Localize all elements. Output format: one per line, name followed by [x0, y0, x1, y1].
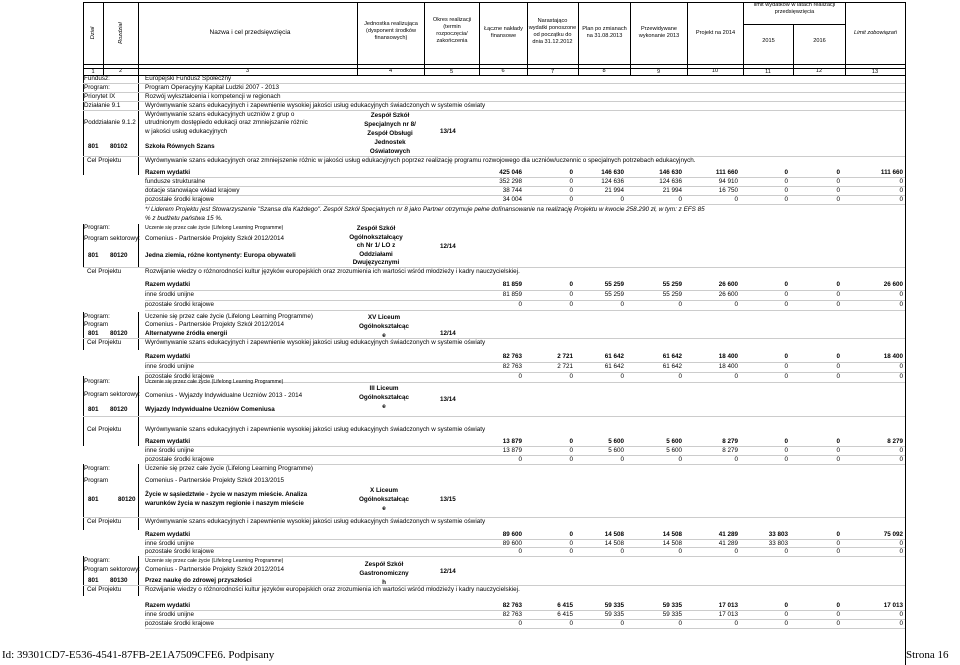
amount-cell: 0 — [784, 620, 788, 627]
value-cel-6: Rozwijanie wiedzy o różnorodności kultur języków europejskich oraz zrozumienia ich wartości wśród młodzieży i kadry nauczycielskiej. — [145, 586, 520, 593]
amount-row-label: fundusze strukturalne — [145, 178, 206, 185]
dzial-6: 801 — [88, 577, 99, 584]
jednostka-1: Zespół Szkół Specjalnych nr 8/ Zespół Obsługi Jednostek Oświatowych — [364, 112, 416, 155]
amount-cell: 0 — [836, 620, 840, 627]
amount-cell: 26 600 — [718, 291, 738, 298]
amount-cell: 5 600 — [666, 438, 682, 445]
label-program-sektorowy: Program — [84, 477, 109, 484]
amount-cell: 0 — [569, 438, 573, 445]
amount-cell: 59 335 — [662, 611, 682, 618]
amount-cell: 0 — [678, 456, 682, 463]
amount-cell: 82 763 — [502, 363, 522, 370]
value-program: Uczenie się przez całe życie (Lifelong Learning Programme) — [145, 313, 313, 320]
value-program-sektorowy: Comenius - Partnerskie Projekty Szkół 2012/2014 — [145, 566, 284, 573]
amount-cell: 0 — [569, 548, 573, 555]
amount-cell: 61 642 — [662, 363, 682, 370]
amount-cell: 0 — [899, 373, 903, 380]
value-cel-4: Wyrównywanie szans edukacyjnych i zapewnienie wysokiej jakości usług edukacyjnych świadczonych w systemie oświaty — [145, 426, 486, 433]
value-program-sektorowy: Comenius - Partnerskie Projekty Szkół 2013/2015 — [145, 477, 284, 484]
col-rozdzial: Rozdział — [118, 22, 124, 44]
amount-cell: 82 763 — [502, 611, 522, 618]
jednostka-4: III Liceum Ogólnokształcąc e — [358, 385, 410, 410]
amount-cell: 13 879 — [502, 447, 522, 454]
okres-6: 12/14 — [440, 568, 456, 575]
amount-cell: 0 — [784, 363, 788, 370]
value-program-sektorowy: Comenius - Partnerskie Projekty Szkół 2012/2014 — [145, 321, 284, 328]
col-nazwa: Nazwa i cel przedsięwzięcia — [209, 29, 291, 36]
amount-cell: 38 744 — [502, 187, 522, 194]
okres-3: 12/14 — [440, 330, 456, 337]
nazwa-6: Przez naukę do zdrowej przyszłości — [145, 577, 252, 584]
amount-cell: 6 415 — [557, 602, 573, 609]
amount-cell: 0 — [899, 539, 903, 547]
value-cel-2: Rozwijanie wiedzy o różnorodności kultur języków europejskich oraz zrozumienia ich wartości wśród młodzieży i kadry nauczycielskiej. — [145, 268, 520, 275]
label-cel-1: Cel Projektu — [87, 157, 122, 164]
amount-cell: 33 803 — [768, 539, 788, 547]
jednostka-2: Zespół Szkół Ogólnokształcący ch Nr 1/ LO z Oddziałami Dwujęzycznymi — [349, 225, 403, 266]
amount-cell: 0 — [836, 363, 840, 370]
amount-row-label: pozostałe środki krajowe — [145, 373, 214, 380]
amount-cell: 0 — [899, 363, 903, 370]
amount-cell: 0 — [899, 611, 903, 618]
amount-row-label: inne środki unijne — [145, 291, 195, 298]
amount-cell: 5 600 — [666, 447, 682, 454]
amount-cell: 0 — [518, 456, 522, 463]
col-limit-group: limit wydatków w latach realizacji przedsięwzięcia — [753, 2, 836, 15]
amount-cell: 0 — [569, 456, 573, 463]
amount-cell: 5 600 — [608, 438, 624, 445]
dzial-2: 801 — [88, 252, 99, 259]
amount-cell: 0 — [836, 196, 840, 203]
amount-cell: 89 600 — [502, 539, 522, 547]
amount-cell: 0 — [518, 620, 522, 627]
amount-cell: 0 — [836, 187, 840, 194]
amount-cell: 61 642 — [604, 363, 624, 370]
amount-cell: 124 636 — [601, 178, 624, 185]
amount-cell: 6 415 — [557, 611, 573, 618]
amount-cell: 26 600 — [883, 281, 903, 288]
note-1: */ Liderem Projektu jest Stowarzyszenie "Szansa dla Każdego". Zespół Szkół Specjalnych nr 8 jako Partner otrzymuje pełne dofinansowanie na realizację Projektu w kwocie 258.290 zł, w tym: z EFS 85 — [145, 206, 705, 213]
amount-cell: 352 298 — [499, 178, 522, 185]
label-dzialanie: Działanie 9.1 — [84, 102, 121, 109]
col-limit-zob: Limit zobowiązań — [854, 30, 897, 36]
amount-cell: 0 — [784, 611, 788, 618]
dzial-5: 801 — [88, 496, 99, 503]
amount-cell: 146 630 — [601, 169, 624, 176]
amount-cell: 0 — [836, 281, 840, 288]
amount-cell: 0 — [784, 438, 788, 445]
amount-cell: 0 — [836, 353, 840, 360]
amount-cell: 0 — [836, 539, 840, 547]
amount-cell: 0 — [784, 373, 788, 380]
amount-cell: 0 — [836, 178, 840, 185]
note-2: % z budżetu państwa 15 %. — [145, 215, 223, 222]
value-program: Uczenie się przez całe życie (Lifelong Learning Programme) — [145, 379, 284, 385]
amount-cell: 14 508 — [662, 531, 682, 538]
value-poddzialanie-3: w jakości usług edukacyjnych — [145, 128, 228, 135]
value-dzialanie: Wyrównywanie szans edukacyjnych i zapewnienie wysokiej jakości usług edukacyjnych świadczonych w systemie oświaty — [145, 102, 486, 109]
page-number: Strona 16 — [906, 649, 949, 661]
amount-cell: 0 — [836, 438, 840, 445]
amount-cell: 59 335 — [604, 611, 624, 618]
amount-cell: 0 — [836, 169, 840, 176]
amount-cell: 16 750 — [718, 187, 738, 194]
amount-cell: 17 013 — [718, 611, 738, 618]
amount-cell: 81 859 — [502, 291, 522, 298]
amount-cell: 33 803 — [768, 531, 788, 538]
label-program: Program: — [84, 84, 110, 91]
amount-row-label: Razem wydatki — [145, 281, 191, 288]
amount-cell: 55 259 — [662, 281, 682, 288]
value-program: Uczenie się przez całe życie (Lifelong Learning Programme) — [145, 558, 284, 564]
label-program: Program: — [84, 465, 110, 472]
col-2016: 2016 — [813, 38, 826, 44]
amount-cell: 0 — [836, 456, 840, 463]
amount-cell: 0 — [518, 548, 522, 555]
dzial-4: 801 — [88, 406, 99, 413]
amount-cell: 0 — [734, 620, 738, 627]
label-program: Program: — [84, 224, 110, 231]
value-priorytet: Rozwój wykształcenia i kompetencji w regionach — [145, 93, 281, 100]
amount-cell: 0 — [836, 548, 840, 555]
amount-cell: 14 508 — [604, 531, 624, 538]
amount-cell: 0 — [620, 196, 624, 203]
col-plan: Plan po zmianach na 31.08.2013 — [582, 26, 627, 39]
amount-cell: 61 642 — [604, 353, 624, 360]
rozdzial-1: 80102 — [110, 143, 128, 150]
value-cel-1: Wyrównywanie szans edukacyjnych oraz zmniejszenie różnic w jakości usług edukacyjnych poprzez realizację programu rozwojowego dla uczniów/uczennic o specjalnych potrzebach edukacyjnych. — [145, 157, 696, 164]
amount-cell: 0 — [836, 373, 840, 380]
col-okres: Okres realizacji (termin rozpoczęcia/ zakończenia — [432, 17, 472, 44]
amount-row-label: Razem wydatki — [145, 169, 191, 176]
amount-row-label: dotacje stanowiące wkład krajowy — [145, 187, 240, 194]
amount-cell: 0 — [836, 291, 840, 298]
amount-row-label: Razem wydatki — [145, 353, 191, 360]
nazwa-3: Alternatywne źródła energii — [145, 330, 228, 337]
amount-cell: 55 259 — [662, 291, 682, 298]
amount-row-label: pozostałe środki krajowe — [145, 196, 214, 203]
amount-cell: 0 — [899, 456, 903, 463]
amount-row-label: pozostałe środki krajowe — [145, 456, 214, 463]
col-laczne: Łączne nakłady finansowe — [484, 26, 523, 39]
amount-cell: 18 400 — [718, 353, 738, 360]
amount-cell: 146 630 — [659, 169, 682, 176]
value-program-sektorowy: Comenius - Wyjazdy Indywidualne Uczniów 2013 - 2014 — [145, 392, 303, 399]
nazwa-5b: warunków życia w naszym regionie i naszym mieście — [145, 500, 304, 507]
amount-cell: 0 — [569, 301, 573, 308]
amount-cell: 34 004 — [502, 196, 522, 203]
amount-cell: 0 — [569, 187, 573, 194]
col-projekt2014: Projekt na 2014 — [695, 30, 736, 36]
amount-cell: 0 — [678, 196, 682, 203]
amount-cell: 14 508 — [604, 539, 624, 547]
amount-cell: 13 879 — [502, 438, 522, 445]
label-cel-4: Cel Projektu — [87, 426, 122, 433]
amount-cell: 0 — [784, 178, 788, 185]
amount-cell: 0 — [784, 548, 788, 555]
amount-cell: 0 — [569, 196, 573, 203]
amount-row-label: pozostałe środki krajowe — [145, 301, 214, 308]
amount-cell: 0 — [836, 301, 840, 308]
amount-cell: 59 335 — [604, 602, 624, 609]
amount-cell: 94 910 — [718, 178, 738, 185]
label-program-sektorowy: Program sektorowy: — [84, 391, 140, 398]
jednostka-5: X Liceum Ogólnokształcąc e — [358, 487, 410, 512]
label-poddzialanie: Poddziałanie 9.1.2 — [84, 119, 136, 126]
amount-cell: 17 013 — [718, 602, 738, 609]
amount-cell: 0 — [836, 531, 840, 538]
label-program-sektorowy: Program sektorowy: — [84, 566, 140, 573]
amount-cell: 89 600 — [502, 531, 522, 538]
label-program-sektorowy: Program — [84, 321, 109, 328]
col-jednostka: Jednostka realizująca (dysponent środków finansowych) — [364, 21, 418, 41]
dzial-1: 801 — [88, 143, 99, 150]
amount-cell: 0 — [518, 373, 522, 380]
label-program: Program: — [84, 557, 110, 564]
amount-cell: 0 — [678, 373, 682, 380]
amount-cell: 0 — [899, 178, 903, 185]
amount-cell: 8 279 — [722, 438, 738, 445]
amount-cell: 21 994 — [604, 187, 624, 194]
value-fundusz: Europejski Fundusz Społeczny — [145, 75, 232, 82]
label-program-sektorowy: Program sektorowy: — [84, 235, 140, 242]
amount-cell: 0 — [899, 291, 903, 298]
amount-cell: 0 — [678, 548, 682, 555]
amount-cell: 0 — [620, 548, 624, 555]
amount-row-label: inne środki unijne — [145, 447, 195, 454]
amount-cell: 124 636 — [659, 178, 682, 185]
amount-cell: 0 — [784, 187, 788, 194]
value-cel-5: Wyrównywanie szans edukacyjnych i zapewnienie wysokiej jakości usług edukacyjnych świadczonych w systemie oświaty — [145, 518, 486, 525]
amount-cell: 8 279 — [887, 438, 903, 445]
amount-cell: 0 — [620, 456, 624, 463]
value-program: Uczenie się przez całe życie (Lifelong Learning Programme) — [145, 465, 313, 472]
amount-row-label: pozostałe środki krajowe — [145, 548, 214, 555]
amount-cell: 0 — [569, 620, 573, 627]
amount-cell: 0 — [678, 301, 682, 308]
amount-cell: 0 — [784, 353, 788, 360]
rozdzial-3: 80120 — [110, 330, 128, 337]
amount-cell: 0 — [734, 301, 738, 308]
amount-row-label: pozostałe środki krajowe — [145, 620, 214, 627]
value-cel-3: Wyrównywanie szans edukacyjnych i zapewnienie wysokiej jakości usług edukacyjnych świadczonych w systemie oświaty — [145, 339, 486, 346]
amount-cell: 0 — [784, 291, 788, 298]
amount-cell: 0 — [836, 447, 840, 454]
label-program: Program: — [84, 313, 110, 320]
amount-cell: 21 994 — [662, 187, 682, 194]
amount-cell: 0 — [899, 301, 903, 308]
amount-cell: 0 — [620, 620, 624, 627]
label-cel-3: Cel Projektu — [87, 339, 122, 346]
amount-cell: 0 — [784, 281, 788, 288]
amount-cell: 41 289 — [718, 531, 738, 538]
amount-cell: 0 — [569, 281, 573, 288]
amount-cell: 0 — [569, 169, 573, 176]
amount-cell: 0 — [784, 602, 788, 609]
label-fundusz: Fundusz: — [84, 75, 110, 82]
amount-row-label: Razem wydatki — [145, 531, 191, 538]
amount-cell: 0 — [734, 456, 738, 463]
nazwa-4: Wyjazdy Indywidualne Uczniów Comeniusa — [145, 406, 275, 413]
amount-cell: 0 — [899, 187, 903, 194]
amount-cell: 0 — [569, 178, 573, 185]
nazwa-5a: Życie w sąsiedztwie - życie w naszym mieście. Analiza — [145, 491, 308, 498]
value-poddzialanie-1: Wyrównywanie szans edukacyjnych uczniów z grup o — [145, 111, 295, 118]
amount-cell: 0 — [569, 373, 573, 380]
amount-cell: 82 763 — [502, 602, 522, 609]
okres-5: 13/15 — [440, 496, 456, 503]
amount-cell: 0 — [784, 196, 788, 203]
amount-row-label: inne środki unijne — [145, 363, 195, 370]
value-poddzialanie-2: utrudnionym dostępiedo edukacji oraz zmniejszanie różnic — [145, 119, 308, 126]
rozdzial-5: 80120 — [118, 496, 136, 503]
rozdzial-6: 80130 — [110, 577, 128, 584]
amount-cell: 0 — [620, 373, 624, 380]
amount-cell: 0 — [784, 447, 788, 454]
amount-cell: 0 — [734, 548, 738, 555]
amount-row-label: Razem wydatki — [145, 602, 191, 609]
amount-row-label: inne środki unijne — [145, 539, 195, 547]
amount-cell: 0 — [569, 447, 573, 454]
amount-cell: 0 — [620, 301, 624, 308]
amount-cell: 0 — [734, 373, 738, 380]
rozdzial-2: 80120 — [110, 252, 128, 259]
col-dzial: Dział — [90, 26, 96, 40]
amount-cell: 0 — [899, 620, 903, 627]
amount-cell: 81 859 — [502, 281, 522, 288]
amount-cell: 2 721 — [557, 353, 573, 360]
amount-cell: 26 600 — [718, 281, 738, 288]
amount-cell: 0 — [784, 456, 788, 463]
amount-cell: 0 — [899, 196, 903, 203]
amount-cell: 82 763 — [502, 353, 522, 360]
rozdzial-4: 80120 — [110, 406, 128, 413]
nazwa-2: Jedna ziemia, różne kontynenty: Europa obywateli — [145, 252, 296, 259]
document-id: Id: 39301CD7-E536-4541-87FB-2E1A7509CFE6. Podpisany — [2, 649, 275, 661]
amount-cell: 18 400 — [718, 363, 738, 370]
amount-cell: 5 600 — [608, 447, 624, 454]
label-cel-2: Cel Projektu — [87, 268, 122, 275]
amount-cell: 59 335 — [662, 602, 682, 609]
value-program-sektorowy: Comenius - Partnerskie Projekty Szkół 2012/2014 — [145, 235, 284, 242]
amount-cell: 111 660 — [715, 169, 738, 176]
col-przewidywane: Przewidywane wykonanie 2013 — [638, 26, 680, 39]
amount-cell: 0 — [784, 301, 788, 308]
amount-cell: 0 — [836, 602, 840, 609]
amount-cell: 0 — [734, 196, 738, 203]
amount-row-label: inne środki unijne — [145, 611, 195, 618]
amount-cell: 61 642 — [662, 353, 682, 360]
amount-cell: 425 046 — [499, 169, 522, 176]
amount-cell: 55 259 — [604, 281, 624, 288]
amount-cell: 2 721 — [557, 363, 573, 370]
label-program: Program: — [84, 378, 110, 385]
dzial-3: 801 — [88, 330, 99, 337]
jednostka-6: Zespół Szkół Gastronomiczny h — [359, 561, 409, 586]
amount-cell: 0 — [678, 620, 682, 627]
amount-cell: 0 — [899, 548, 903, 555]
label-cel-6: Cel Projektu — [87, 586, 122, 593]
amount-cell: 0 — [518, 301, 522, 308]
amount-cell: 0 — [784, 169, 788, 176]
amount-cell: 111 660 — [880, 169, 903, 176]
label-cel-5: Cel Projektu — [87, 518, 122, 525]
amount-cell: 0 — [569, 291, 573, 298]
okres-4: 13/14 — [440, 396, 456, 403]
amount-row-label: Razem wydatki — [145, 438, 191, 445]
col-2015: 2015 — [762, 38, 775, 44]
jednostka-3: XV Liceum Ogólnokształcąc e — [358, 314, 410, 339]
amount-cell: 0 — [899, 447, 903, 454]
value-program: Uczenie się przez całe życie (Lifelong Learning Programme) — [145, 225, 284, 231]
okres-1: 13/14 — [440, 128, 456, 135]
nazwa-1: Szkoła Równych Szans — [145, 143, 215, 150]
amount-cell: 14 508 — [662, 539, 682, 547]
col-narastajaco: Narastająco wydatki ponoszone od początku do dnia 31.12.2012 — [528, 18, 577, 45]
value-program: Program Operacyjny Kapitał Ludzki 2007 - 2013 — [145, 84, 280, 91]
amount-cell: 18 400 — [883, 353, 903, 360]
amount-cell: 0 — [569, 531, 573, 538]
amount-cell: 75 092 — [883, 531, 903, 538]
label-priorytet: Priorytet IX — [84, 93, 116, 100]
amount-cell: 55 259 — [604, 291, 624, 298]
okres-2: 12/14 — [440, 243, 456, 250]
amount-cell: 0 — [569, 539, 573, 547]
amount-cell: 8 279 — [722, 447, 738, 454]
amount-cell: 17 013 — [883, 602, 903, 609]
amount-cell: 0 — [836, 611, 840, 618]
amount-cell: 41 289 — [718, 539, 738, 547]
